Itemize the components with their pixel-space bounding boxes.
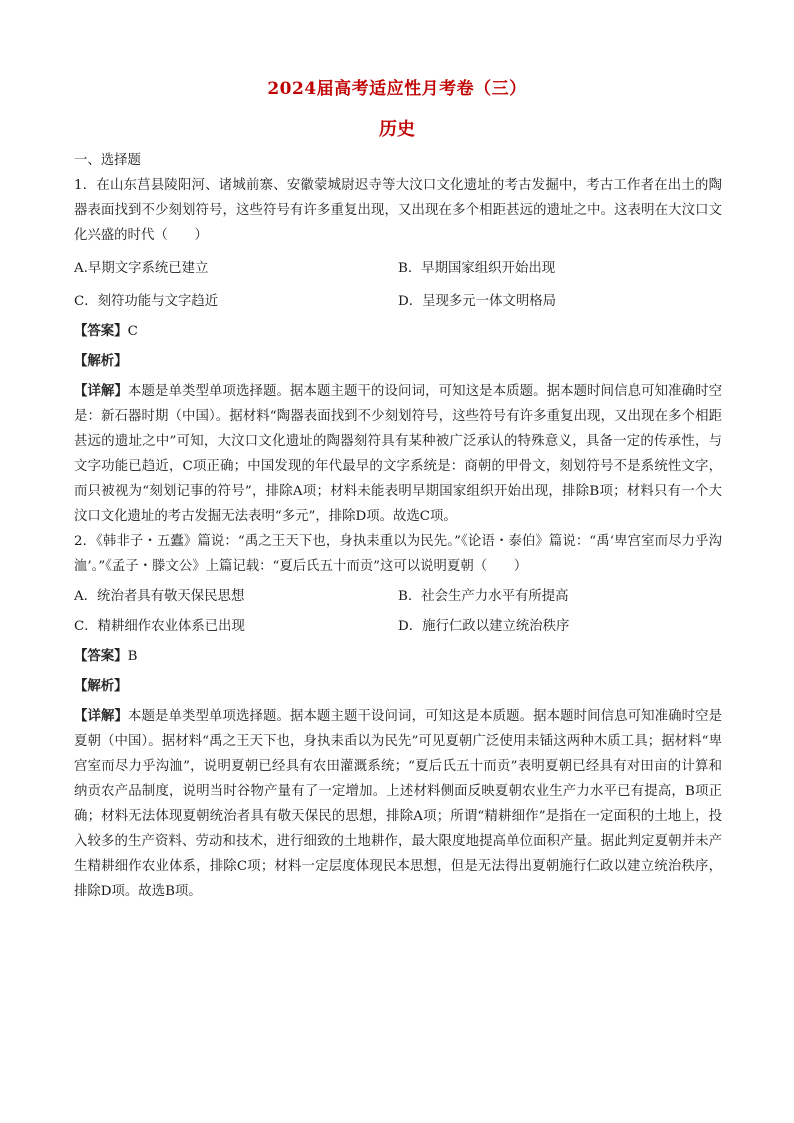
answer-line xyxy=(74,644,722,669)
section-heading: 一、选择题 xyxy=(74,153,141,168)
option-row xyxy=(74,256,722,281)
detail-label: 【详解】 xyxy=(74,708,129,724)
option-c: C．精耕细作农业体系已出现 xyxy=(74,619,245,634)
detail-label: 【详解】 xyxy=(74,383,129,399)
option-c: C．刻符功能与文字趋近 xyxy=(74,294,219,309)
analysis-label: 【解析】 xyxy=(74,678,128,694)
option-row xyxy=(74,614,722,639)
detail-text: 本题是单类型单项选择题。据本题主题干设问词，可知这是本质题。据本题时间信息可知准确时空是夏朝（中国）。据材料“禹之王天下也，身执耒臿以为民先”可见夏朝广泛使用耒锸这两种木质工具；据材料“卑宫室而尽力乎沟洫”，说明夏朝已经具有农田灌溉系统；“夏后氏五十而贡”表明夏朝已经具有对田亩的计算和纳贡农产品制度，说明当时谷物产量有了一定增加。上述材料侧面反映夏朝农业生产力水平已有提高，B项正确；材料无法体现夏朝统治者具有敬天保民的思想，排除A项；所谓“精耕细作”是指在一定面积的土地上，投入较多的生产资料、劳动和技术，进行细致的土地耕作，最大限度地提高单位面积产量。据此判定夏朝并未产生精耕细作农业体系，排除C项；材料一定层度体现民本思想，但是无法得出夏朝施行仁政以建立统治秩序，排除D项。故选B项。 xyxy=(74,709,723,899)
answer-label: 【答案】 xyxy=(74,323,128,339)
answer-line xyxy=(74,319,722,344)
exam-title: 2024届高考适应性月考卷（三） xyxy=(267,79,527,99)
option-b: B．早期国家组织开始出现 xyxy=(398,261,556,276)
answer-value: C xyxy=(127,324,138,339)
answer-value: B xyxy=(127,649,138,664)
option-d: D．施行仁政以建立统治秩序 xyxy=(398,619,570,634)
answer-label: 【答案】 xyxy=(74,648,128,664)
option-d: D．呈现多元一体文明格局 xyxy=(398,294,557,309)
question-1 xyxy=(74,173,722,529)
detail-text: 本题是单类型单项选择题。据本题主题干的设问词，可知这是本质题。据本题时间信息可知准确时空是：新石器时期（中国）。据材料“陶器表面找到不少刻划符号，这些符号有许多重复出现，又出现在多个相距甚远的遗址之中”可知，大汶口文化遗址的陶器刻符具有某种被广泛承认的特殊意义，具备一定的传承性，与文字功能已趋近，C项正确；中国发现的年代最早的文字系统是：商朝的甲骨文，刻划符号不是系统性文字，而只被视为“刻划记事的符号”，排除A项；材料未能表明早期国家组织开始出现，排除B项；材料只有一个大汶口文化遗址的考古发掘无法表明“多元”，排除D项。故选C项。 xyxy=(74,384,723,524)
question-stem: 2．《韩非子・五蠹》篇说：“禹之王天下也，身执耒重以为民先。”《论语・泰伯》篇说：“禹‘卑宫室而尽力乎沟洫’。”《孟子・滕文公》上篇记载：“夏后氏五十而贡”这可以说明夏朝（ ） xyxy=(74,534,722,574)
option-a: A.早期文字系统已建立 xyxy=(74,261,209,276)
analysis-label: 【解析】 xyxy=(74,353,128,369)
option-row xyxy=(74,584,722,609)
detail-paragraph xyxy=(74,379,722,529)
option-row xyxy=(74,289,722,314)
option-a: A．统治者具有敬天保民思想 xyxy=(74,589,245,604)
option-b: B．社会生产力水平有所提高 xyxy=(398,589,569,604)
detail-paragraph xyxy=(74,704,722,904)
subject-title: 历史 xyxy=(379,119,415,140)
question-2 xyxy=(74,529,722,904)
question-stem: 1．在山东莒县陵阳河、诸城前寨、安徽蒙城尉迟寺等大汶口文化遗址的考古发掘中，考古工作者在出土的陶器表面找到不少刻划符号，这些符号有许多重复出现，又出现在多个相距甚远的遗址之中。这表明在大汶口文化兴盛的时代（ ） xyxy=(74,178,722,243)
exam-content xyxy=(74,148,722,904)
